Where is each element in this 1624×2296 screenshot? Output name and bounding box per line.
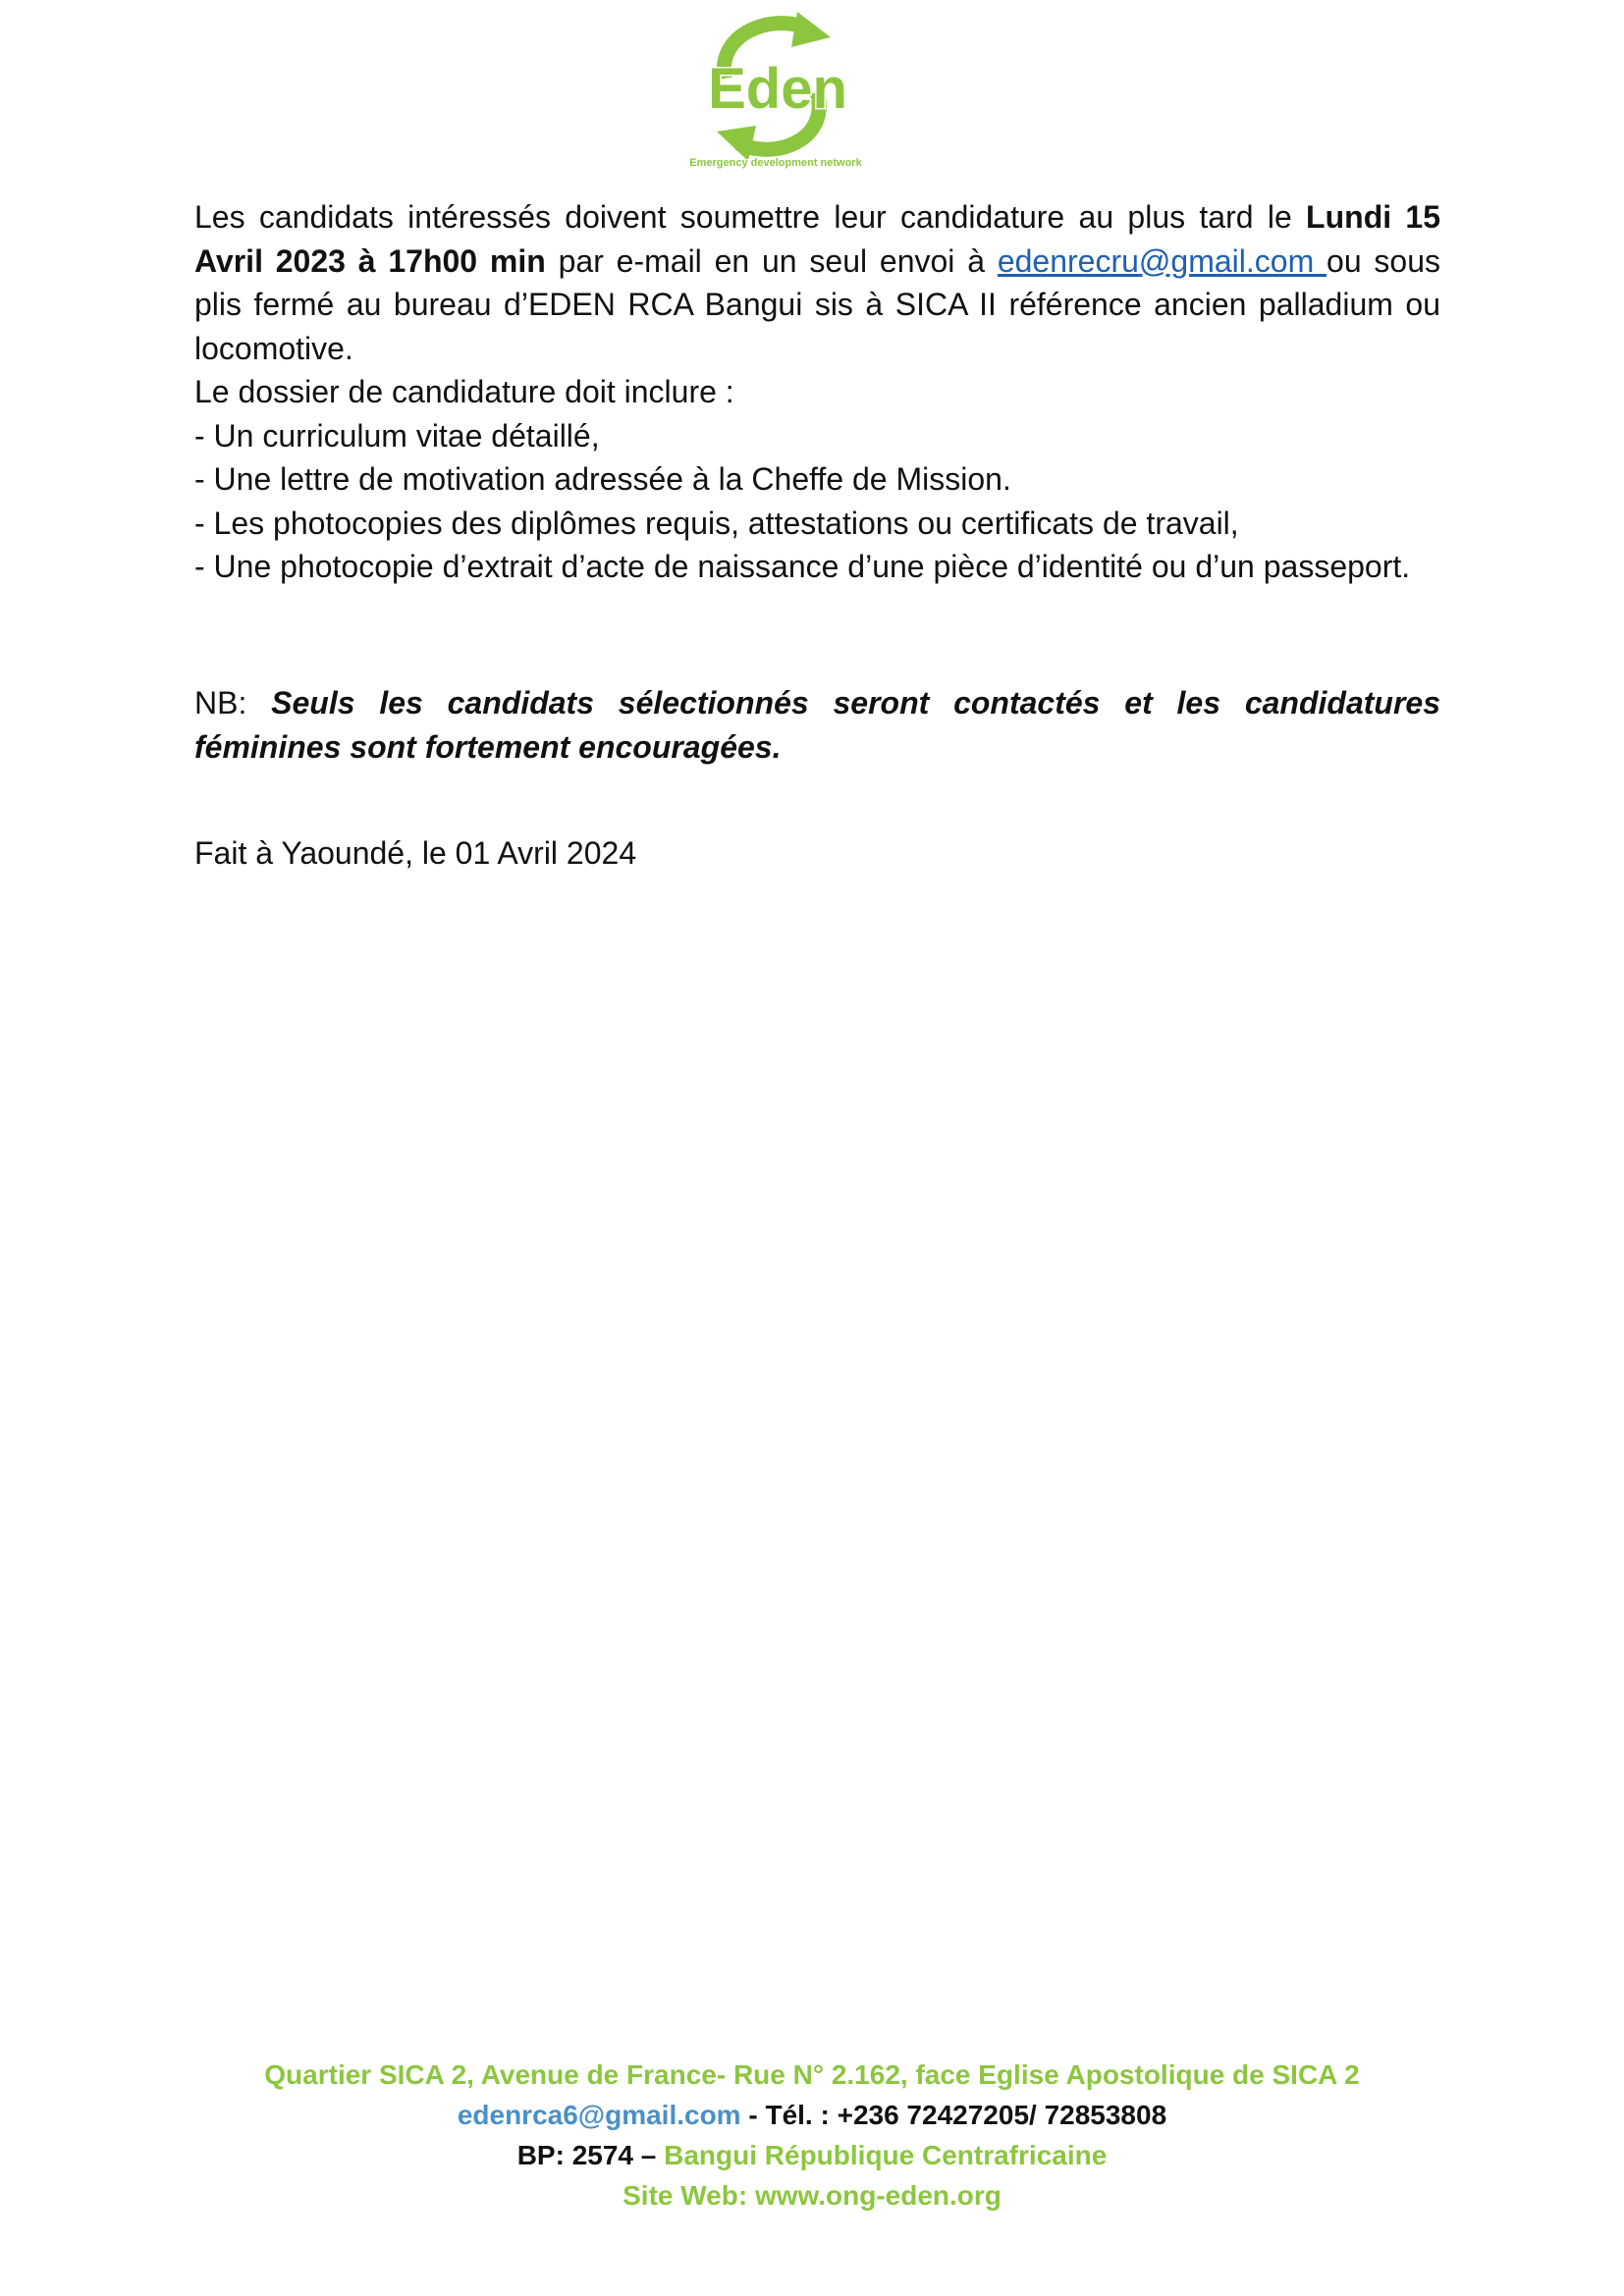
dossier-item-cv: - Un curriculum vitae détaillé,	[194, 417, 600, 454]
logo-tagline: Emergency development network	[689, 157, 862, 169]
eden-logo	[648, 12, 903, 179]
nb-paragraph	[194, 681, 1440, 769]
nb-label: NB:	[194, 685, 272, 721]
footer-contact-line	[0, 2095, 1624, 2135]
recycle-arrows-icon	[648, 12, 903, 159]
footer-email-link[interactable]: edenrca6@gmail.com	[457, 2100, 741, 2130]
footer-phone: Tél. : +236 72427205/ 72853808	[765, 2100, 1167, 2130]
footer-separator: -	[740, 2100, 766, 2130]
logo-wordmark: Eden	[708, 57, 847, 121]
deadline-text: Lundi 15 Avril 2023 à 17h00 min	[194, 199, 1441, 279]
footer	[0, 2055, 1624, 2216]
footer-website[interactable]: Site Web: www.ong-eden.org	[623, 2180, 1001, 2211]
dossier-item-identity: - Une photocopie d’extrait d’acte de naissance d’une pièce d’identité ou d’un passeport.	[194, 549, 1411, 584]
intro-paragraph	[194, 195, 1440, 370]
footer-city: Bangui République Centrafricaine	[656, 2140, 1108, 2170]
intro-text-middle: par e-mail en un seul envoi à	[545, 242, 998, 279]
footer-address: Quartier SICA 2, Avenue de France- Rue N° 2.162, face Eglise Apostolique de SICA 2	[264, 2059, 1360, 2090]
dossier-item-diplomas: - Les photocopies des diplômes requis, attestations ou certificats de travail,	[194, 505, 1239, 541]
application-email-link[interactable]: edenrecru@gmail.com	[997, 242, 1327, 279]
dossier-item-letter: - Une lettre de motivation adressée à la Cheffe de Mission.	[194, 461, 1011, 497]
nb-text: Seuls les candidats sélectionnés seront contactés et les candidatures féminines sont fortement encouragées.	[194, 685, 1441, 765]
intro-text-end: ou sous plis fermé au bureau d’EDEN RCA Bangui sis à SICA II référence ancien palladium ou locomotive.	[194, 242, 1441, 366]
dossier-heading: Le dossier de candidature doit inclure :	[194, 374, 734, 409]
intro-section	[194, 195, 1440, 589]
signature-line: Fait à Yaoundé, le 01 Avril 2024	[194, 835, 637, 871]
footer-bp: BP: 2574 –	[516, 2140, 657, 2170]
footer-bp-line	[0, 2135, 1624, 2175]
intro-text-start: Les candidats intéressés doivent soumettre leur candidature au plus tard le	[194, 199, 1307, 235]
